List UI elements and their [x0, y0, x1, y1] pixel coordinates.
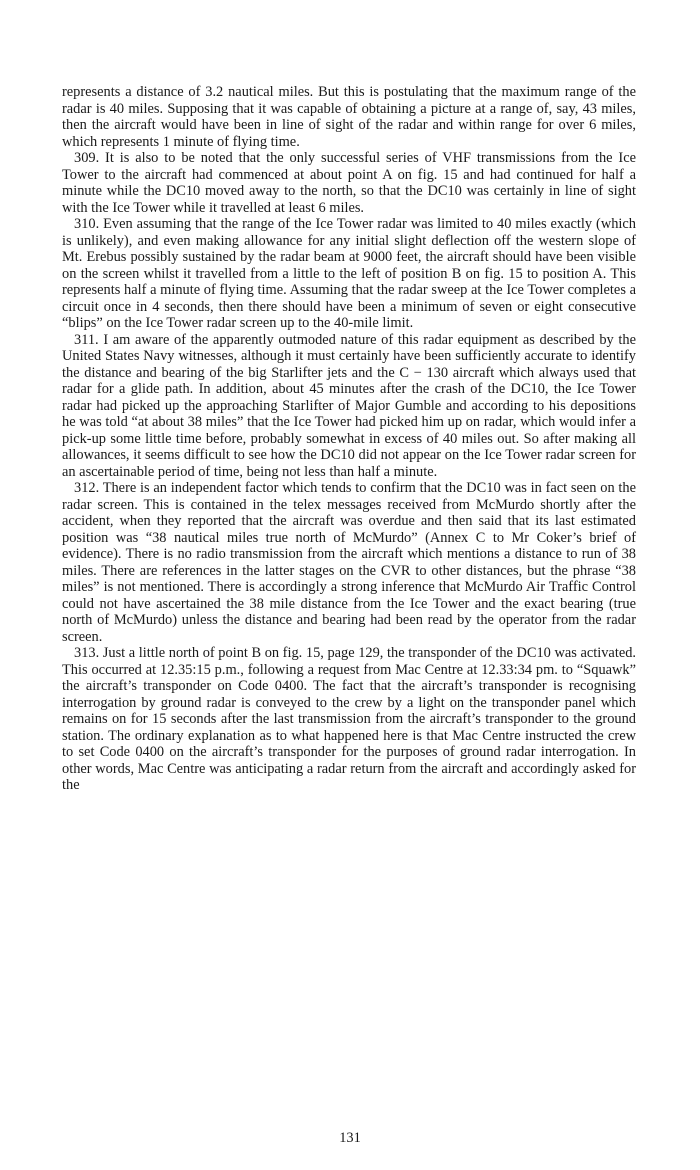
page-number: 131 — [339, 1130, 361, 1146]
paragraph-312: 312. There is an independent factor which tends to confirm that the DC10 was in fact seen on the radar screen. This is contained in the telex messages received from McMurdo shortly after the accident, when they reported that the aircraft was overdue and then said that its last estimated position was “38 nautical miles true north of McMurdo” (Annex C to Mr Coker’s brief of evidence). There is no radio transmission from the aircraft which mentions a distance to run of 38 miles. There are references in the latter stages on the CVR to other distances, but the phrase “38 miles” is not mentioned. There is accordingly a strong inference that McMurdo Air Traffic Control could not have ascertained the 38 mile distance from the Ice Tower and the exact bearing (true north of McMurdo) unless the distance and bearing had been read by the operator from the radar screen. — [62, 480, 636, 645]
body-text — [62, 84, 636, 794]
paragraph-311: 311. I am aware of the apparently outmoded nature of this radar equipment as described by the United States Navy witnesses, although it must certainly have been sufficiently accurate to identify the distance and bearing of the big Starlifter jets and the C − 130 aircraft which always used that radar for a glide path. In addition, about 45 minutes after the crash of the DC10, the Ice Tower radar had picked up the approaching Starlifter of Major Gumble and according to his depositions he was told “at about 38 miles” that the Ice Tower had picked him up on radar, which would infer a pick-up some little time before, probably somewhat in excess of 40 miles out. So after making all allowances, it seems difficult to see how the DC10 did not appear on the Ice Tower radar screen for an ascertainable period of time, being not less than half a minute. — [62, 331, 636, 480]
paragraph-313: 313. Just a little north of point B on fig. 15, page 129, the transponder of the DC10 was activated. This occurred at 12.35:15 p.m., following a request from Mac Centre at 12.33:34 pm. to “Squawk” the aircraft’s transponder on Code 0400. The fact that the aircraft’s transponder is recognising interrogation by ground radar is conveyed to the crew by a light on the transponder panel which remains on for 15 seconds after the last transmission from the aircraft’s transponder to the ground station. The ordinary explanation as to what happened here is that Mac Centre instructed the crew to set Code 0400 on the aircraft’s transponder for the purposes of ground radar interrogation. In other words, Mac Centre was anticipating a radar return from the aircraft and accordingly asked for the — [62, 645, 636, 793]
paragraph-310: 310. Even assuming that the range of the Ice Tower radar was limited to 40 miles exactly (which is unlikely), and even making allowance for any initial slight deflection off the western slope of Mt. Erebus possibly sustained by the radar beam at 9000 feet, the aircraft should have been visible on the screen whilst it travelled from a little to the left of position B on fig. 15 to position A. This represents half a minute of flying time. Assuming that the radar sweep at the Ice Tower completes a circuit once in 4 seconds, then there should have been a minimum of seven or eight consecutive “blips” on the Ice Tower radar screen up to the 40-mile limit. — [62, 216, 636, 331]
paragraph-309: 309. It is also to be noted that the only successful series of VHF transmissions from the Ice Tower to the aircraft had commenced at about point A on fig. 15 and had continued for half a minute while the DC10 moved away to the north, so that the DC10 was certainly in line of sight with the Ice Tower while it travelled at least 6 miles. — [62, 150, 636, 216]
paragraph-continued: represents a distance of 3.2 nautical miles. But this is postulating that the maximum range of the radar is 40 miles. Supposing that it was capable of obtaining a picture at a range of, say, 43 miles, then the aircraft would have been in line of sight of the radar and within range for over 6 miles, which represents 1 minute of flying time. — [62, 84, 636, 150]
